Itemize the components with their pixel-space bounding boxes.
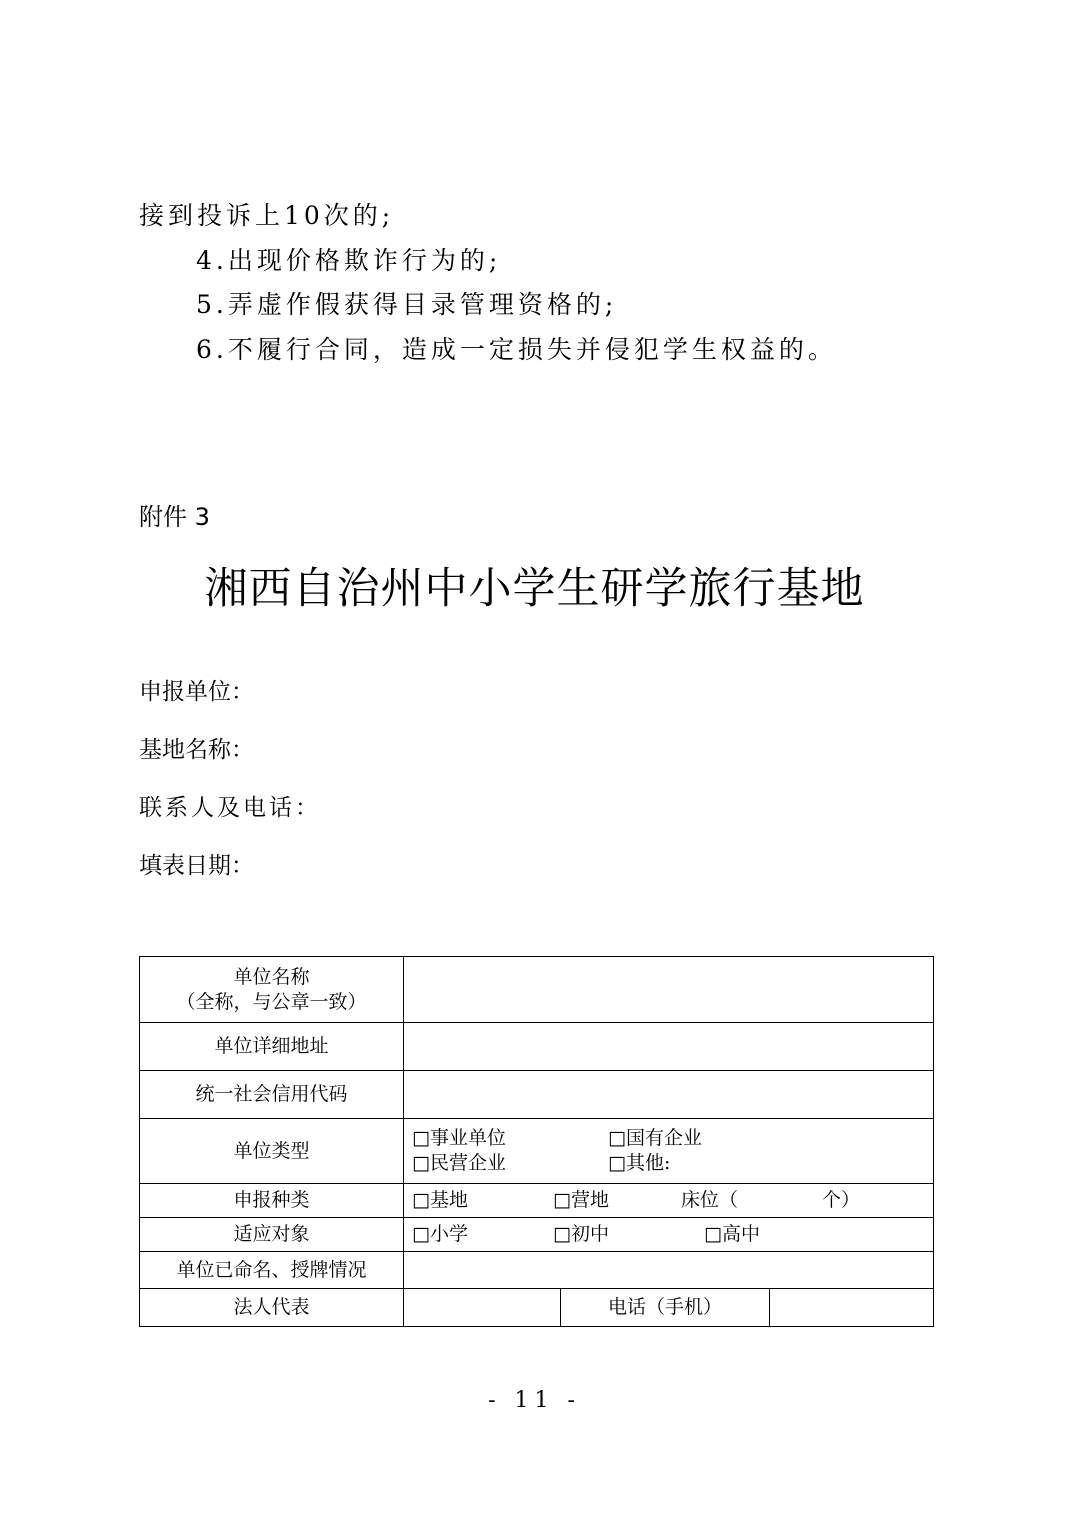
table-row [140,1218,934,1252]
table-row [140,1252,934,1289]
unit-type-checkbox-state-owned[interactable]: □国有企业 [608,1127,702,1150]
unit-name-label [140,957,404,1023]
naming-value-cell[interactable] [404,1252,934,1289]
unit-type-label: 单位类型 [140,1119,404,1184]
address-value-cell[interactable] [404,1023,934,1071]
category-checkbox-base[interactable]: □基地 [412,1189,468,1212]
table-row [140,1184,934,1218]
address-label: 单位详细地址 [140,1023,404,1071]
naming-label: 单位已命名、授牌情况 [140,1252,404,1289]
unit-type-options-cell [404,1119,934,1184]
unit-type-checkbox-private[interactable]: □民营企业 [412,1152,506,1174]
table-row [140,957,934,1023]
unit-type-checkbox-other[interactable]: □其他: [608,1152,671,1174]
table-row [140,1119,934,1184]
page-title: 湘西自治州中小学生研学旅行基地 [204,564,865,614]
date-field-label: 填表日期： [139,853,254,879]
phone-label: 电话（手机） [561,1289,770,1327]
beds-label: 床位（ [681,1189,739,1212]
legal-rep-label: 法人代表 [140,1289,404,1327]
applicant-field-label: 申报单位： [139,679,254,705]
beds-unit-label: 个） [822,1189,861,1212]
list-item-6: 6.不履行合同，造成一定损失并侵犯学生权益的。 [196,335,837,364]
text-line-complaints: 接到投诉上10次的; [139,201,395,230]
list-item-4: 4.出现价格欺诈行为的; [196,246,502,275]
unit-name-value-cell[interactable] [404,957,934,1023]
legal-rep-value-cell[interactable] [404,1289,561,1327]
page-number: - 11 - [488,1388,581,1413]
credit-code-value-cell[interactable] [404,1071,934,1119]
list-item-5: 5.弄虚作假获得目录管理资格的; [196,290,618,319]
contact-field-label: 联系人及电话： [139,795,321,821]
phone-value-cell[interactable] [770,1289,934,1327]
audience-checkbox-senior[interactable]: □高中 [704,1223,760,1246]
audience-options-cell [404,1218,934,1252]
application-form-table [139,956,934,1327]
unit-name-label-line2: （全称，与公章一致） [176,990,367,1013]
category-options-cell [404,1184,934,1218]
table-row [140,1071,934,1119]
unit-name-label-line1: 单位名称 [233,965,310,988]
table-row [140,1289,934,1327]
unit-type-checkbox-public-institution[interactable]: □事业单位 [412,1127,506,1150]
audience-checkbox-junior[interactable]: □初中 [553,1223,609,1246]
category-label: 申报种类 [140,1184,404,1218]
category-checkbox-camp[interactable]: □营地 [553,1189,609,1212]
audience-checkbox-primary[interactable]: □小学 [412,1223,468,1246]
audience-label: 适应对象 [140,1218,404,1252]
attachment-label: 附件 3 [139,503,210,531]
base-name-field-label: 基地名称： [139,737,254,763]
credit-code-label: 统一社会信用代码 [140,1071,404,1119]
table-row [140,1023,934,1071]
